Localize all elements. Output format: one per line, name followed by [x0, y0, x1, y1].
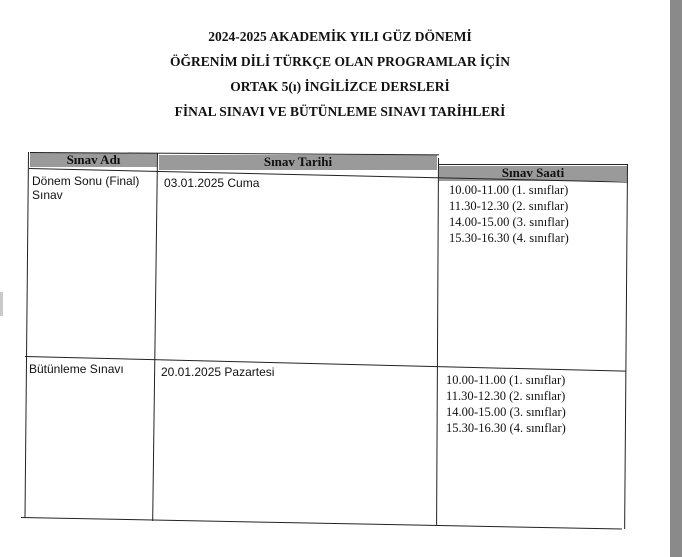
header-line-3: ORTAK 5(ı) İNGİLİZCE DERSLERİ	[230, 79, 450, 94]
row1-exam-times	[449, 182, 569, 246]
column-header-exam-time: Sınav Saati	[501, 165, 565, 180]
row2-exam-times	[446, 372, 566, 436]
col-rule-1	[152, 153, 158, 521]
table-bottom-rule	[21, 517, 622, 530]
row1-time-2: 11.30-12.30 (2. sınıflar)	[449, 199, 569, 213]
row1-exam-name-line1: Dönem Sonu (Final)	[32, 174, 140, 188]
header-line-4: FİNAL SINAVI VE BÜTÜNLEME SINAVI TARİHLERİ	[174, 104, 506, 119]
row1-time-3: 14.00-15.00 (3. sınıflar)	[449, 215, 569, 229]
row1-exam-date: 03.01.2025 Cuma	[164, 176, 260, 190]
row2-time-4: 15.30-16.30 (4. sınıflar)	[446, 421, 566, 435]
row1-exam-name-line2: Sınav	[32, 188, 63, 202]
row1-exam-name	[32, 174, 156, 202]
row2-time-3: 14.00-15.00 (3. sınıflar)	[446, 405, 566, 419]
col-rule-right	[624, 164, 628, 529]
row2-time-1: 10.00-11.00 (1. sınıflar)	[446, 373, 566, 387]
row1-time-4: 15.30-16.30 (4. sınıflar)	[449, 231, 569, 245]
col-rule-left	[24, 152, 29, 518]
row2-time-2: 11.30-12.30 (2. sınıflar)	[446, 389, 566, 403]
row2-exam-name: Bütünleme Sınavı	[29, 362, 124, 376]
header-line-1: 2024-2025 AKADEMİK YILI GÜZ DÖNEMİ	[208, 29, 472, 44]
column-header-exam-date: Sınav Tarihi	[263, 154, 333, 169]
col-rule-2	[436, 158, 439, 526]
header-line-2: ÖĞRENİM DİLİ TÜRKÇE OLAN PROGRAMLAR İÇİN	[170, 54, 510, 69]
column-header-exam-name: Sınav Adı	[66, 152, 121, 167]
row2-exam-date: 20.01.2025 Pazartesi	[161, 365, 275, 379]
row1-time-1: 10.00-11.00 (1. sınıflar)	[449, 183, 569, 197]
